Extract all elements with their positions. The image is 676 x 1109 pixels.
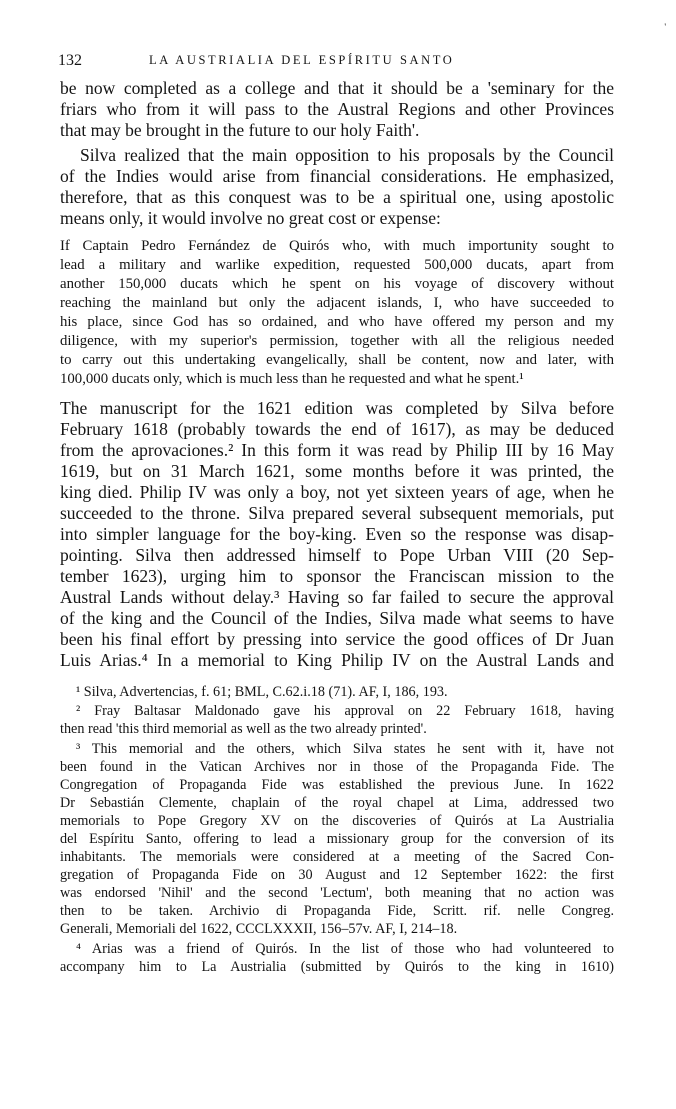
- footnote-line: then to be taken. Archivio di Propaganda Fide, Scritt. rif. nelle Congreg.: [60, 903, 614, 919]
- footnote-line: accompany him to La Austrialia (submitted by Quirós to the king in 1610): [60, 959, 614, 975]
- running-title: LA AUSTRIALIA DEL ESPÍRITU SANTO: [149, 53, 455, 67]
- paragraph-line: be now completed as a college and that it should be a 'seminary for the: [60, 78, 614, 98]
- page-number: 132: [58, 52, 82, 69]
- quotation-line: diligence, with my superior's permission, together with all the religious needed: [60, 333, 614, 349]
- footnote-line: del Espíritu Santo, offering to lead a missionary group for the conversion of its: [60, 831, 614, 847]
- footnote-line: memorials to Pope Gregory XV on the discoveries of Quirós at La Austrialia: [60, 813, 614, 829]
- paragraph-line: from the aprovaciones.² In this form it was read by Philip III by 16 May: [60, 440, 614, 460]
- paragraph-line: Austral Lands without delay.³ Having so far failed to secure the approval: [60, 587, 614, 607]
- footnote-line: Generali, Memoriali del 1622, CCCLXXXII, 156–57v. AF, I, 214–18.: [60, 921, 458, 937]
- quotation-line: If Captain Pedro Fernández de Quirós who, with much importunity sought to: [60, 238, 614, 254]
- paragraph-line: 1619, but on 31 March 1621, some months before it was printed, the: [60, 461, 614, 481]
- paragraph-line: of the Indies would arise from financial considerations. He emphasized,: [60, 166, 614, 186]
- paragraph-line: into simpler language for the boy-king. Even so the response was disap-: [60, 524, 614, 544]
- paragraph-line: pointing. Silva then addressed himself to Pope Urban VIII (20 Sep-: [60, 545, 614, 565]
- quotation-line: 100,000 ducats only, which is much less than he requested and what he spent.¹: [60, 371, 524, 387]
- paragraph-line: friars who from it will pass to the Austral Regions and other Provinces: [60, 99, 614, 119]
- quotation-line: his place, since God has so ordained, and who have offered my person and my: [60, 314, 614, 330]
- paragraph-line: The manuscript for the 1621 edition was completed by Silva before: [60, 398, 614, 418]
- footnote-line: ³ This memorial and the others, which Silva states he sent with it, have not: [76, 741, 614, 757]
- paragraph-line: Silva realized that the main opposition to his proposals by the Council: [80, 145, 614, 165]
- paragraph-line: means only, it would involve no great cost or expense:: [60, 208, 441, 228]
- quotation-line: to carry out this undertaking evangelically, shall be content, now and later, with: [60, 352, 614, 368]
- footnote-line: was endorsed 'Nihil' and the second 'Lectum', both meaning that no action was: [60, 885, 614, 901]
- paragraph-line: Luis Arias.⁴ In a memorial to King Philip IV on the Austral Lands and: [60, 650, 614, 670]
- running-head: [58, 52, 620, 74]
- paragraph-line: February 1618 (probably towards the end of 1617), as may be deduced: [60, 419, 614, 439]
- paragraph-line: of the king and the Council of the Indies, Silva made what seems to have: [60, 608, 614, 628]
- paragraph-line: that may be brought in the future to our holy Faith'.: [60, 120, 420, 140]
- footnote-line: ² Fray Baltasar Maldonado gave his approval on 22 February 1618, having: [76, 703, 614, 719]
- footnote-line: ¹ Silva, Advertencias, f. 61; BML, C.62.i.18 (71). AF, I, 186, 193.: [76, 684, 448, 700]
- paragraph-line: been his final effort by pressing into service the good offices of Dr Juan: [60, 629, 614, 649]
- quotation-line: another 150,000 ducats which he spent on his voyage of discovery without: [60, 276, 614, 292]
- footnote-line: Dr Sebastián Clemente, chaplain of the royal chapel at Lima, addressed two: [60, 795, 614, 811]
- paragraph-line: succeeded to the throne. Silva prepared several subsequent memorials, put: [60, 503, 614, 523]
- footnote-line: ⁴ Arias was a friend of Quirós. In the list of those who had volunteered to: [76, 941, 614, 957]
- footnote-line: Congregation of Propaganda Fide was established the previous June. In 1622: [60, 777, 614, 793]
- quotation-line: lead a military and warlike expedition, requested 500,000 ducats, apart from: [60, 257, 614, 273]
- quotation-line: reaching the mainland but only the adjacent islands, I, who have succeeded to: [60, 295, 614, 311]
- footnote-line: inhabitants. The memorials were considered at a meeting of the Sacred Con-: [60, 849, 614, 865]
- footnote-line: then read 'this third memorial as well as the two already printed'.: [60, 721, 427, 737]
- paragraph-line: tember 1623), urging him to sponsor the Franciscan mission to the: [60, 566, 614, 586]
- paragraph-line: king died. Philip IV was only a boy, not yet sixteen years of age, when he: [60, 482, 614, 502]
- footnote-line: gregation of Propaganda Fide on 30 August and 12 September 1622: the first: [60, 867, 614, 883]
- paragraph-line: therefore, that as this conquest was to be a spiritual one, using apostolic: [60, 187, 614, 207]
- footnote-line: been found in the Vatican Archives nor in those of the Propaganda Fide. The: [60, 759, 614, 775]
- margin-mark: ': [664, 22, 666, 32]
